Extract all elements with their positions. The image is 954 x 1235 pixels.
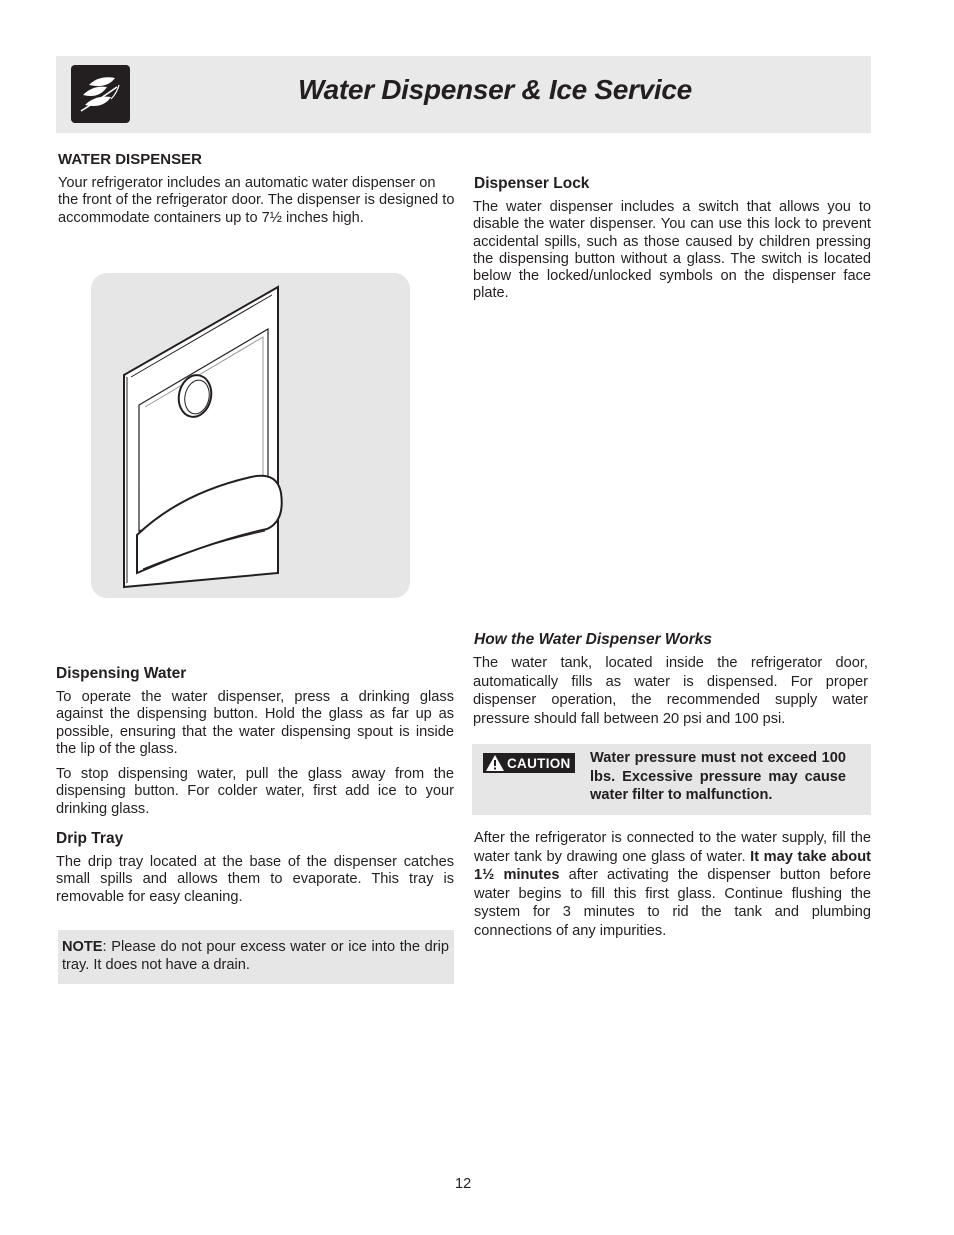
drip-tray-body: The drip tray located at the base of the dispenser catches small spills and allows them to evaporate. This tray is removable for easy cleaning. [56, 854, 454, 905]
caution-text: Water pressure must not exceed 100 lbs. Excessive pressure may cause water filter to malfunction. [590, 750, 846, 803]
note-text [62, 939, 449, 974]
page-number: 12 [455, 1176, 472, 1192]
page-title: Water Dispenser & Ice Service [298, 74, 692, 105]
after-connect-body [474, 829, 871, 940]
how-it-works-body: The water tank, located inside the refrigerator door, automatically fills as water is dispensed. For proper dispenser operation, the recommended supply water pressure should fall between 20 psi and 100 psi. [473, 655, 868, 727]
after-connect-after: after activating the dispenser button before water begins to fill this first glass. Continue flushing the system for 3 minutes to rid the tank and plumbing connections of any impurities. [474, 867, 871, 939]
warning-triangle-icon [485, 754, 505, 772]
leaf-logo-icon [71, 65, 130, 123]
dispenser-lock-heading: Dispenser Lock [474, 175, 590, 192]
note-body: : Please do not pour excess water or ice into the drip tray. It does not have a drain. [62, 939, 449, 973]
after-connect-bold: It may take about 1½ minutes [474, 848, 871, 883]
dispenser-lock-body: The water dispenser includes a switch that allows you to disable the water dispenser. You can use this lock to prevent accidental spills, such as those caused by children pressing the dispensing button without a glass. The switch is located below the locked/unlocked symbols on the dispenser face plate. [473, 199, 871, 302]
how-it-works-heading: How the Water Dispenser Works [474, 631, 713, 648]
note-label: NOTE [62, 939, 103, 955]
water-dispenser-heading: WATER DISPENSER [58, 151, 202, 168]
water-dispenser-illustration [91, 273, 410, 598]
drip-tray-heading: Drip Tray [56, 830, 124, 847]
caution-badge [483, 753, 575, 773]
dispensing-water-p1: To operate the water dispenser, press a drinking glass against the dispensing button. Hold the glass as far up as possible, ensuring that the water dispensing spout is inside the lip of the glass. [56, 689, 454, 757]
water-dispenser-intro: Your refrigerator includes an automatic water dispenser on the front of the refrigerator door. The dispenser is designed to accommodate containers up to 7½ inches high. [58, 175, 455, 226]
after-connect-before: After the refrigerator is connected to the water supply, fill the water tank by drawing one glass of water. [474, 830, 871, 865]
dispensing-water-p2: To stop dispensing water, pull the glass away from the dispensing button. For colder water, first add ice to your drinking glass. [56, 766, 454, 817]
dispensing-water-heading: Dispensing Water [56, 665, 187, 682]
caution-label: CAUTION [507, 755, 571, 771]
